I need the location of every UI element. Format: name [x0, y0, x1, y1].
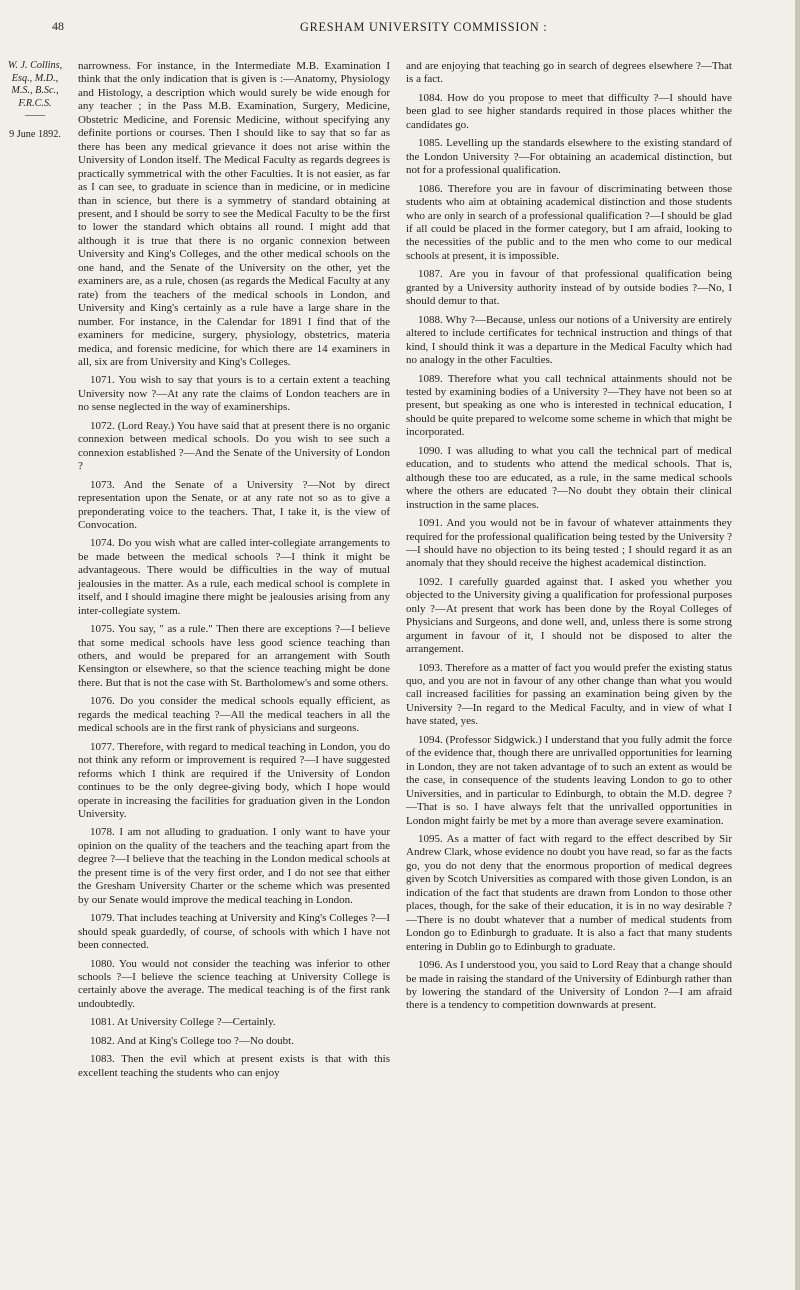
paragraph: 1089. Therefore what you call technical attainments should not be tested by examining bodies of a University ?—They have not been so at present, but speaking as one who is interested in technical education, I should be quite prepared to welcome some scheme in which that might be incorporated.	[406, 372, 732, 439]
hearing-date: 9 June 1892.	[9, 128, 61, 140]
paragraph: 1092. I carefully guarded against that. I asked you whether you objected to the University giving a qualification for professional purposes only ?—At present that work has been done by the Royal Colleges of Physicians and Surgeons, and done well, and, unless there is some strong argument in favour of it, I should not be disposed to alter the arrangement.	[406, 575, 732, 656]
margin-note	[4, 60, 66, 142]
paragraph: 1079. That includes teaching at University and King's Colleges ?—I should speak guardedly, of course, of schools with which I have not been connected.	[78, 912, 390, 952]
running-head: GRESHAM UNIVERSITY COMMISSION :	[300, 20, 548, 34]
paragraph: 1094. (Professor Sidgwick.) I understand that you fully admit the force of the evidence that, though there are unrivalled opportunities for learning in London, they are not taken advantage of to such an extent as would be the case, in consequence of the students leaving London to go to other Universities, and in particular to Edinburgh, to obtain the M.D. degree ?—That is so. I have always felt that the unrivalled opportunities in London might fairly be met by a more than average severe examination.	[406, 733, 732, 827]
paragraph: 1086. Therefore you are in favour of discriminating between those students who aim at obtaining academical distinction and those students who are only in search of a professional qualification ?—I should be glad if all could be placed in the former category, but I am afraid, looking to the necessities of the public and to the men who come to our medical schools at present, it is impossible.	[406, 182, 732, 262]
page-edge	[795, 0, 800, 1290]
paragraph: 1091. And you would not be in favour of whatever attainments they required for the professional qualification being tested by the University ?—I should have no objection to its being tested ; I should regard it as an anomaly that they should receive the highest academical distinction.	[406, 517, 732, 570]
paragraph: 1072. (Lord Reay.) You have said that at present there is no organic connexion between medical schools. Do you wish to see such a connexion established ?—And the Senate of the University of London ?	[78, 419, 390, 473]
paragraph: 1078. I am not alluding to graduation. I only want to have your opinion on the quality of the teachers and the teaching apart from the degree ?—I believe that the teaching in the London medical schools at the present time is of the very first order, and I do not see that either the Gresham University Charter or the scheme which was presented by our Senate would improve the medical teaching in London.	[78, 826, 390, 906]
paragraph: 1075. You say, " as a rule." Then there are exceptions ?—I believe that some medical schools have less good science teaching than others, and would be prepared for an arrangement with South Kensington or elsewhere, so that the science teaching might be done there. But that is not the case with St. Bartholomew's and some others.	[78, 623, 390, 689]
paragraph: and are enjoying that teaching go in search of degrees elsewhere ?—That is a fact.	[406, 60, 732, 86]
paragraph: 1073. And the Senate of a University ?—Not by direct representation upon the Senate, or at any rate not so as to give a preponderating voice to the teachers. That, I take it, is the view of Convocation.	[78, 478, 390, 531]
paragraph: 1074. Do you wish what are called inter-collegiate arrangements to be made between the medical schools ?—I think it might be advantageous. There would be difficulties in the way of mutual jealousies in the matter. As a rule, each medical school is complete in itself, and I should imagine there might be jealousies arising from any inter-collegiate system.	[78, 537, 390, 617]
paragraph: 1096. As I understood you, you said to Lord Reay that a change should be made in raising the standard of the University of Edinburgh rather than by lowering the standard of the University of London ?—I am afraid there is a tendency to competition downwards at present.	[406, 959, 732, 1012]
paragraph: 1080. You would not consider the teaching was inferior to other schools ?—I believe the science teaching at University College is certainly above the average. The medical teaching is of the first rank undoubtedly.	[78, 957, 390, 1010]
paragraph: 1084. How do you propose to meet that difficulty ?—I should have been glad to see higher standards required in those places whither the candidates go.	[406, 91, 732, 131]
right-column	[406, 60, 732, 1290]
paragraph: 1093. Therefore as a matter of fact you would prefer the existing status quo, and you are not in favour of any other change than what you would call increased facilities for passing an examination being given by the University ?—In regard to the Medical Faculty, and in view of what I have stated, yes.	[406, 661, 732, 728]
paragraph: 1081. At University College ?—Certainly.	[90, 1016, 276, 1029]
left-column	[78, 60, 390, 1290]
paragraph: 1082. And at King's College too ?—No doubt.	[90, 1034, 294, 1047]
paragraph: 1071. You wish to say that yours is to a certain extent a teaching University now ?—At any rate the claims of London teachers are in no sense neglected in the way of examinerships.	[78, 374, 390, 414]
paragraph: 1083. Then the evil which at present exists is that with this excellent teaching the students who can enjoy	[78, 1053, 390, 1079]
witness-name: W. J. Collins, Esq., M.D., M.S., B.Sc., F.R.C.S.	[7, 60, 63, 109]
paragraph: 1087. Are you in favour of that professional qualification being granted by a University authority instead of by outside bodies ?—No, I should demur to that.	[406, 268, 732, 308]
page-number: 48	[52, 19, 64, 33]
paragraph: 1090. I was alluding to what you call the technical part of medical education, and to students who attend the medical schools. That is, although these too are educated, as a rule, in the same medical schools where the others are educated ?—No doubt they obtain their clinical instruction in the same places.	[406, 444, 732, 511]
paragraph: 1095. As a matter of fact with regard to the effect described by Sir Andrew Clark, whose evidence no doubt you have read, so far as the facts go, you do not deny that the enormous proportion of medical degrees given by Scotch Universities as compared with those given London, is an indication of the fact that students are drawn from London to those other places, though, for the sake of their education, it is in no way desirable ?—There is no doubt whatever that a number of medical students from London go to Edinburgh to graduate. It is also a fact that many students entering in Dublin go to Edinburgh to graduate.	[406, 833, 732, 953]
paragraph: 1077. Therefore, with regard to medical teaching in London, you do not think any reform or improvement is required ?—I have suggested reforms which I think are required if the University of London continues to be the only degree-giving body, which I hope would operate in increasing the facilities for graduation given in the London University.	[78, 740, 390, 821]
margin-dash: ——	[24, 110, 46, 122]
paragraph: 1088. Why ?—Because, unless our notions of a University are entirely altered to include certificates for technical instruction and things of that kind, I should think it was a departure in the Medical Faculty which had no analogy in the other Faculties.	[406, 313, 732, 367]
page-header	[0, 19, 800, 39]
paragraph: 1076. Do you consider the medical schools equally efficient, as regards the medical teaching ?—All the medical teachers in all the medical schools are in the first rank of physicians and surgeons.	[78, 695, 390, 735]
paragraph: 1085. Levelling up the standards elsewhere to the existing standard of the London University ?—For obtaining an academical distinction, but not for a professional qualification.	[406, 137, 732, 177]
paragraph: narrowness. For instance, in the Intermediate M.B. Examination I think that the only indication that is given is :—Anatomy, Physiology and Histology, a description which would surely be wide enough for any teacher ; in the Pass M.B. Examination, Surgery, Medicine, Obstetric Medicine, and Forensic Medicine, without specifying any definite portions or courses. Then I should like to say that so far as there has been any medical grievance it does not arise within the University of London itself. The Medical Faculty as regards degrees is practically symmetrical with the other Faculties. It is not easier, as far as I can see, to graduate in science than in medicine, or in medicine than in science, but there is a symmetry of standard obtaining at present, and I should be sorry to see the Medical Faculty to be the first to lower the standard which obtains all round. I might add that although it is true that there is no organic connexion between University and King's Colleges, and the other medical schools on the one hand, and the Senate of the University on the other, yet the examiners are, as a rule, chosen (as regards the Medical Faculty at any rate) from the teachers of the medical schools in London, and University and King's certainly as a rule have a large share in the number. For instance, in the Calendar for 1891 I find that of the examiners for medicine, surgery, physiology, obstetrics, materia medica, and forensic medicine, for which there are 14 examiners in all, six are from University and King's Colleges.	[78, 60, 390, 368]
